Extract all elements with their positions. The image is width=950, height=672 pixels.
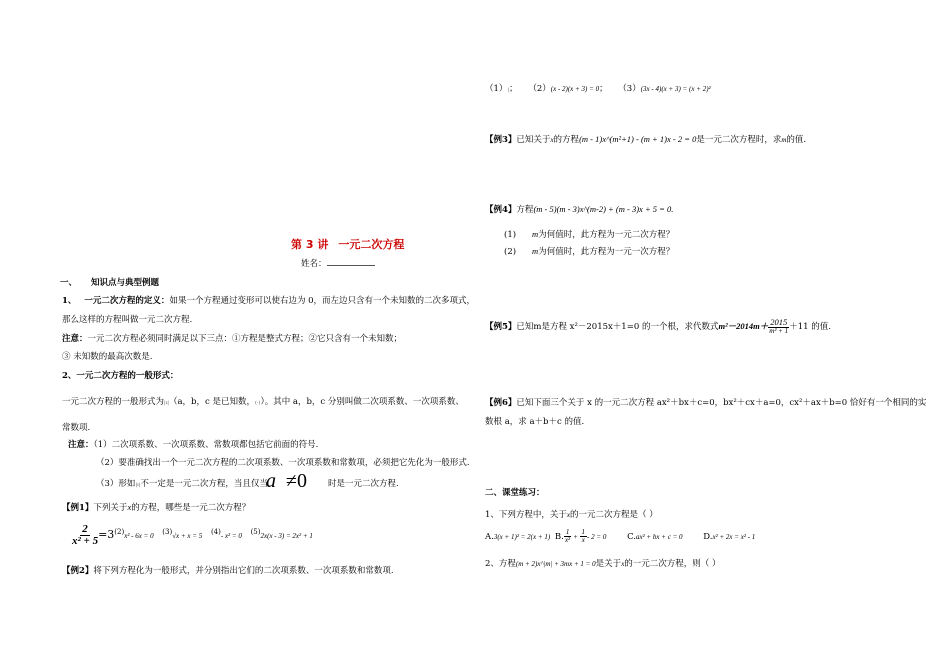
example-4 bbox=[485, 203, 673, 215]
option-c-equation: ax² + bx + c = 0 bbox=[635, 533, 683, 541]
general-form-text-1: 一元二次方程的一般形式为 bbox=[62, 397, 165, 407]
option-c-label: C. bbox=[627, 532, 636, 542]
option-a-label: A. bbox=[485, 532, 494, 542]
name-blank-line bbox=[327, 257, 375, 266]
example-1-eq-1: =3 bbox=[98, 528, 115, 541]
general-form-term: 一元二次方程的一般形式： bbox=[76, 371, 179, 381]
example-3-text-4: 的值. bbox=[786, 135, 807, 145]
example-3 bbox=[485, 133, 806, 145]
top-eq-3: (3x - 4)(x + 3) = (x + 2)² bbox=[640, 85, 711, 93]
example-1-text-2: 的方程，哪些是一元二次方程？ bbox=[131, 503, 251, 513]
option-b-fraction-2: $\frac{1}{x}$ bbox=[581, 528, 586, 544]
example-4-q2-number: (2) bbox=[504, 247, 517, 257]
example-1-var: x bbox=[127, 502, 132, 512]
example-4-question-2 bbox=[504, 245, 674, 257]
lesson-number: 第 3 讲 bbox=[291, 238, 329, 251]
name-field bbox=[301, 257, 375, 269]
example-5-expression: m²－2014m＋ bbox=[718, 320, 769, 331]
example-1-heading bbox=[62, 501, 250, 513]
top-eq-1-number: （1） bbox=[485, 84, 508, 94]
example-2-label: 【例2】 bbox=[62, 566, 94, 576]
section-1-heading bbox=[60, 276, 159, 288]
example-3-label: 【例3】 bbox=[485, 135, 517, 145]
example-5-text-2: ＋11 的值. bbox=[789, 321, 831, 332]
example-1-eq-5: 2x(x - 3) = 2x² + 1 bbox=[260, 532, 313, 540]
note-2-item-3 bbox=[96, 477, 268, 489]
example-6-label: 【例6】 bbox=[485, 398, 517, 408]
practice-q1-var: x bbox=[566, 511, 571, 519]
practice-question-2 bbox=[485, 557, 721, 569]
example-3-equation: (m - 1)x^(m²+1) - (m + 1)x - 2 = 0 bbox=[579, 134, 697, 144]
option-a-equation: 3(x + 1)² = 2(x + 1) bbox=[493, 533, 551, 541]
top-eq-3-number: （3） bbox=[618, 84, 641, 94]
general-form-line-1 bbox=[62, 395, 464, 407]
option-d-equation: x² + 2x = x² - 1 bbox=[712, 533, 756, 541]
example-1-eq-2: x² - 6x = 0 bbox=[124, 532, 154, 540]
page-title bbox=[291, 236, 404, 252]
option-b-tail: - 2 = 0 bbox=[587, 533, 607, 541]
note-2-text-1: （1）二次项系数、一次项系数、常数项都包括它前面的符号. bbox=[93, 440, 319, 450]
note-1-label: 注意： bbox=[62, 334, 88, 344]
top-eq-1-faint: | bbox=[507, 87, 510, 93]
example-5-text-1: 已知m是方程 x²－2015x＋1=0 的一个根，求代数式 bbox=[516, 321, 719, 332]
example-6-line-1 bbox=[485, 396, 926, 408]
example-1-n2: (2) bbox=[114, 528, 125, 537]
example-1-n4: (4) bbox=[210, 528, 221, 537]
a-not-zero-condition bbox=[266, 470, 307, 493]
definition-text: 如果一个方程通过变形可以使右边为 0，而左边只含有一个未知数的二次多项式， bbox=[169, 296, 476, 306]
example-5-label: 【例5】 bbox=[485, 321, 517, 332]
general-form-faint-formula: |ı| bbox=[164, 400, 169, 406]
example-4-q1-text: 为何值时，此方程为一元二次方程？ bbox=[538, 230, 675, 240]
example-3-text-2: 的方程 bbox=[553, 135, 580, 145]
example-1-equations bbox=[72, 524, 313, 547]
example-1-n5: (5) bbox=[250, 528, 261, 537]
note-2-label: 注意： bbox=[68, 440, 94, 450]
example-1-n3: (3) bbox=[162, 528, 173, 537]
example-1-fraction-numerator: 2 bbox=[82, 523, 88, 535]
example-4-q1-var: m bbox=[532, 229, 539, 239]
general-form-line-2: 常数项. bbox=[62, 423, 91, 433]
example-1-text-1: 下列关于 bbox=[93, 503, 128, 513]
practice-question-1 bbox=[485, 508, 658, 520]
practice-q1-text: 1、下列方程中，关于 bbox=[485, 510, 567, 520]
example-1-fraction-denominator: x² + 5 bbox=[72, 535, 99, 547]
big-not-equal-zero: ≠0 bbox=[286, 470, 307, 492]
practice-q2-tail: 的一元二次方程，则（ ） bbox=[624, 559, 721, 569]
practice-q2-text: 2、方程 bbox=[485, 559, 516, 569]
example-4-q2-var: m bbox=[532, 246, 539, 256]
note-2-text-3b: 不一定是一元二次方程，当且仅当 bbox=[140, 479, 268, 489]
note-2-item-1 bbox=[68, 438, 318, 450]
section-1-title: 知识点与典型例题 bbox=[91, 278, 160, 288]
practice-q2-text-2: 是关于 bbox=[595, 559, 622, 569]
definition-line-1 bbox=[62, 294, 475, 306]
example-4-q1-number: (1) bbox=[504, 230, 517, 240]
example-4-question-1 bbox=[504, 228, 674, 240]
note-2-faint-formula: |ı| bbox=[135, 482, 141, 488]
note-1-line-1 bbox=[62, 332, 402, 344]
option-b-fraction-1: $\frac{1}{\text{x²}}$ bbox=[564, 528, 571, 544]
example-4-equation: (m - 5)(m - 3)x^(m-2) + (m - 3)x + 5 = 0. bbox=[533, 204, 674, 214]
example-1-label: 【例1】 bbox=[62, 503, 94, 513]
general-form-number: 2、 bbox=[62, 371, 77, 381]
example-4-label: 【例4】 bbox=[485, 205, 517, 215]
definition-term: 一元二次方程的定义： bbox=[84, 296, 170, 306]
example-2-text: 将下列方程化为一般形式，并分别指出它们的二次项系数、一次项系数和常数项. bbox=[93, 566, 394, 576]
practice-heading: 二、课堂练习： bbox=[485, 488, 545, 498]
example-1-fraction bbox=[72, 524, 98, 547]
top-eq-1-tail: ； bbox=[509, 84, 518, 94]
note-2-text-3c: 时是一元二次方程. bbox=[328, 479, 399, 489]
example-3-var: x bbox=[550, 136, 554, 144]
option-d-label: D. bbox=[703, 532, 713, 542]
note-1-text: 一元二次方程必须同时满足以下三点：①方程是整式方程；②它只含有一个未知数； bbox=[87, 334, 403, 344]
example-5-fraction bbox=[768, 318, 789, 335]
example-3-var-m: m bbox=[781, 136, 787, 144]
top-eq-2: (x - 2)(x + 3) = 0 bbox=[550, 85, 600, 93]
practice-q2-equation: (m + 2)x^|m| + 3mx + 1 = 0 bbox=[515, 560, 596, 568]
example-5 bbox=[485, 318, 831, 335]
top-eq-2-tail: ； bbox=[599, 84, 608, 94]
practice-q2-var: x bbox=[621, 560, 625, 568]
example-2 bbox=[62, 564, 394, 576]
lesson-title: 一元二次方程 bbox=[338, 238, 405, 251]
example-5-fraction-denominator: m² + 1 bbox=[769, 326, 789, 335]
option-b-label: B. bbox=[554, 532, 564, 542]
example-1-eq-4: - x² = 0 bbox=[220, 532, 242, 540]
example-4-text: 方程 bbox=[516, 205, 534, 215]
example-4-q2-text: 为何值时，此方程为一元一次方程？ bbox=[538, 247, 675, 257]
example-1-eq-3: √x + x = 5 bbox=[172, 532, 203, 540]
definition-number: 1、 bbox=[62, 296, 77, 306]
big-a: a bbox=[266, 470, 276, 492]
example-6-text-1: 已知下面三个关于 x 的一元二次方程 ax²＋bx＋c=0，bx²＋cx＋a=0，cx²＋ax＋b=0 恰好有一个相同的实 bbox=[516, 398, 927, 408]
name-label: 姓名： bbox=[301, 259, 327, 269]
top-eq-2-number: （2） bbox=[528, 84, 551, 94]
section-1-number: 一、 bbox=[60, 278, 78, 288]
example-5-fraction-numerator: 2015 bbox=[770, 317, 788, 327]
note-1-line-2: ③ 未知数的最高次数是. bbox=[62, 352, 153, 362]
general-form-text-2: （a，b，c 是已知数， bbox=[168, 397, 255, 407]
practice-q1-options: A.3(x + 1)² = 2(x + 1) B. $\frac{1}{\text{x²}}$ + $\frac{1}{x}$ - 2 = 0 C.ax² + bx + c = 0 D.x² + 2x = x² - 1 bbox=[485, 528, 756, 544]
general-form-faint-condition: (·) bbox=[254, 400, 261, 406]
general-form-heading bbox=[62, 369, 178, 381]
example-6-line-2: 数根 a，求 a＋b＋c 的值. bbox=[485, 417, 585, 427]
definition-line-2: 那么这样的方程叫做一元二次方程. bbox=[62, 315, 193, 325]
note-2-text-3a: （3）形如 bbox=[96, 479, 136, 489]
example-3-text-1: 已知关于 bbox=[516, 135, 551, 145]
note-2-item-2: （2）要准确找出一个一元二次方程的二次项系数、一次项系数和常数项，必须把它先化为一般形式. bbox=[96, 458, 470, 468]
example-3-text-3: 是一元二次方程时，求 bbox=[696, 135, 782, 145]
general-form-text-3: ）。其中 a，b，c 分别叫做二次项系数、一次项系数、 bbox=[260, 397, 464, 407]
practice-q1-tail: 的一元二次方程是（ ） bbox=[570, 510, 658, 520]
top-equations-row bbox=[485, 82, 711, 94]
